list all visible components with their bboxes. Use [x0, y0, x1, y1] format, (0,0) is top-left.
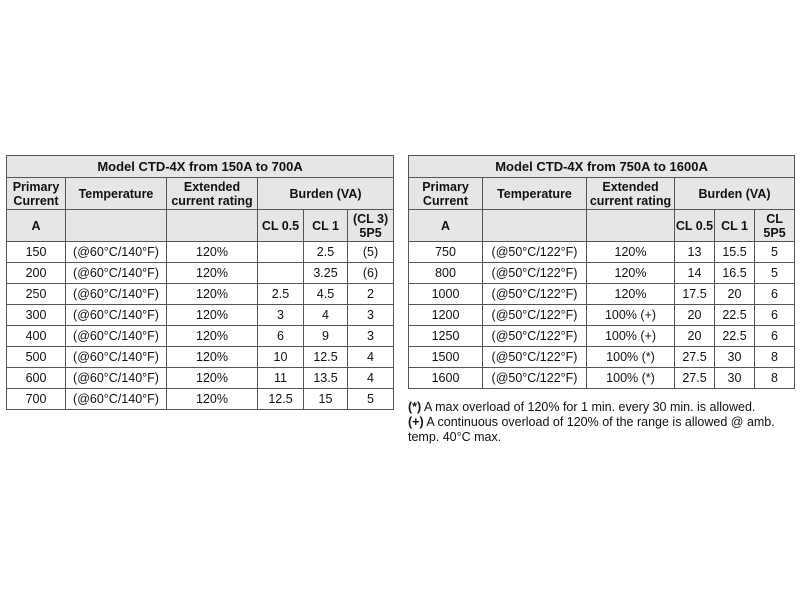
cl05-header: CL 0.5: [258, 210, 304, 242]
extended-rating-cell: 120%: [167, 263, 258, 284]
primary-current-cell: 1200: [409, 305, 483, 326]
cl1-cell: 12.5: [304, 347, 348, 368]
blank-header: [587, 210, 675, 242]
blank-header: [167, 210, 258, 242]
burden-header: Burden (VA): [258, 178, 394, 210]
temperature-cell: (@60°C/140°F): [66, 263, 167, 284]
primary-current-cell: 150: [7, 242, 66, 263]
cl1-cell: 30: [715, 347, 755, 368]
cl3-header: (CL 3) 5P5: [348, 210, 394, 242]
cl1-cell: 15: [304, 389, 348, 410]
footnote-mark: (+): [408, 415, 424, 429]
footnote: [408, 400, 798, 415]
extended-rating-cell: 120%: [167, 368, 258, 389]
primary-current-cell: 750: [409, 242, 483, 263]
primary-current-cell: 1500: [409, 347, 483, 368]
primary-current-cell: 800: [409, 263, 483, 284]
footnote-text: A continuous overload of 120% of the range is allowed @ amb. temp. 40°C max.: [408, 415, 775, 444]
table-row: [409, 305, 795, 326]
cl05-cell: 27.5: [675, 368, 715, 389]
temperature-header: Temperature: [483, 178, 587, 210]
cl05-cell: 11: [258, 368, 304, 389]
temperature-cell: (@60°C/140°F): [66, 242, 167, 263]
unit-header: A: [409, 210, 483, 242]
cl1-cell: 4: [304, 305, 348, 326]
temperature-cell: (@60°C/140°F): [66, 305, 167, 326]
cl3-cell: (5): [348, 242, 394, 263]
temperature-cell: (@60°C/140°F): [66, 368, 167, 389]
primary-current-cell: 1600: [409, 368, 483, 389]
primary-current-cell: 400: [7, 326, 66, 347]
cl5p5-header: CL 5P5: [755, 210, 795, 242]
cl05-cell: [258, 263, 304, 284]
primary-current-header: Primary Current: [409, 178, 483, 210]
cl3-cell: 8: [755, 347, 795, 368]
table-row: [409, 368, 795, 389]
extended-rating-cell: 100% (*): [587, 347, 675, 368]
cl3-cell: 6: [755, 284, 795, 305]
cl1-cell: 22.5: [715, 326, 755, 347]
cl3-cell: 8: [755, 368, 795, 389]
temperature-cell: (@60°C/140°F): [66, 284, 167, 305]
footnote-mark: (*): [408, 400, 422, 414]
table-title: Model CTD-4X from 150A to 700A: [7, 156, 394, 178]
cl05-cell: 3: [258, 305, 304, 326]
cl05-cell: 2.5: [258, 284, 304, 305]
extended-rating-cell: 100% (+): [587, 326, 675, 347]
cl1-cell: 15.5: [715, 242, 755, 263]
primary-current-cell: 700: [7, 389, 66, 410]
cl05-cell: 6: [258, 326, 304, 347]
cl1-cell: 20: [715, 284, 755, 305]
cl05-cell: [258, 242, 304, 263]
blank-header: [66, 210, 167, 242]
cl1-cell: 3.25: [304, 263, 348, 284]
temperature-cell: (@50°C/122°F): [483, 263, 587, 284]
table-row: [409, 284, 795, 305]
extended-rating-header: Extended current rating: [167, 178, 258, 210]
cl3-cell: 5: [348, 389, 394, 410]
primary-current-cell: 200: [7, 263, 66, 284]
cl1-cell: 16.5: [715, 263, 755, 284]
extended-rating-cell: 120%: [587, 263, 675, 284]
cl05-cell: 10: [258, 347, 304, 368]
temperature-cell: (@60°C/140°F): [66, 347, 167, 368]
cl05-header: CL 0.5: [675, 210, 715, 242]
primary-current-cell: 1000: [409, 284, 483, 305]
cl05-cell: 13: [675, 242, 715, 263]
blank-header: [483, 210, 587, 242]
extended-rating-cell: 100% (+): [587, 305, 675, 326]
cl1-cell: 4.5: [304, 284, 348, 305]
cl05-cell: 27.5: [675, 347, 715, 368]
table-row: [409, 347, 795, 368]
table-body: [7, 242, 394, 410]
table-body: [409, 242, 795, 389]
extended-rating-cell: 120%: [587, 284, 675, 305]
cl3-cell: 3: [348, 326, 394, 347]
cl1-cell: 2.5: [304, 242, 348, 263]
temperature-cell: (@60°C/140°F): [66, 389, 167, 410]
temperature-cell: (@50°C/122°F): [483, 305, 587, 326]
table-row: [7, 242, 394, 263]
temperature-cell: (@50°C/122°F): [483, 326, 587, 347]
model-table-150-700: [6, 155, 394, 410]
primary-current-cell: 300: [7, 305, 66, 326]
cl3-cell: 6: [755, 326, 795, 347]
burden-header: Burden (VA): [675, 178, 795, 210]
footnote: [408, 415, 798, 445]
cl05-cell: 17.5: [675, 284, 715, 305]
extended-rating-cell: 120%: [167, 347, 258, 368]
cl05-cell: 20: [675, 305, 715, 326]
footnote-text: A max overload of 120% for 1 min. every 30 min. is allowed.: [421, 400, 756, 414]
extended-rating-cell: 120%: [167, 242, 258, 263]
table-row: [7, 389, 394, 410]
cl3-cell: 5: [755, 242, 795, 263]
cl1-cell: 30: [715, 368, 755, 389]
temperature-cell: (@60°C/140°F): [66, 326, 167, 347]
unit-header: A: [7, 210, 66, 242]
cl05-cell: 20: [675, 326, 715, 347]
cl3-cell: 2: [348, 284, 394, 305]
primary-current-header: Primary Current: [7, 178, 66, 210]
temperature-header: Temperature: [66, 178, 167, 210]
extended-rating-cell: 120%: [587, 242, 675, 263]
table-row: [409, 242, 795, 263]
table-row: [409, 326, 795, 347]
cl3-cell: 4: [348, 347, 394, 368]
cl05-cell: 12.5: [258, 389, 304, 410]
cl05-cell: 14: [675, 263, 715, 284]
cl3-cell: 5: [755, 263, 795, 284]
temperature-cell: (@50°C/122°F): [483, 242, 587, 263]
footnotes: [408, 400, 798, 445]
cl1-header: CL 1: [304, 210, 348, 242]
primary-current-cell: 1250: [409, 326, 483, 347]
table-row: [7, 326, 394, 347]
cl1-header: CL 1: [715, 210, 755, 242]
extended-rating-header: Extended current rating: [587, 178, 675, 210]
cl1-cell: 13.5: [304, 368, 348, 389]
model-table-750-1600: [408, 155, 795, 389]
primary-current-cell: 500: [7, 347, 66, 368]
temperature-cell: (@50°C/122°F): [483, 368, 587, 389]
table-row: [409, 263, 795, 284]
cl3-cell: 6: [755, 305, 795, 326]
extended-rating-cell: 120%: [167, 389, 258, 410]
cl1-cell: 9: [304, 326, 348, 347]
extended-rating-cell: 100% (*): [587, 368, 675, 389]
cl3-cell: (6): [348, 263, 394, 284]
extended-rating-cell: 120%: [167, 284, 258, 305]
extended-rating-cell: 120%: [167, 305, 258, 326]
table-title: Model CTD-4X from 750A to 1600A: [409, 156, 795, 178]
table-row: [7, 347, 394, 368]
cl3-cell: 3: [348, 305, 394, 326]
cl1-cell: 22.5: [715, 305, 755, 326]
table-row: [7, 284, 394, 305]
table-row: [7, 263, 394, 284]
primary-current-cell: 250: [7, 284, 66, 305]
extended-rating-cell: 120%: [167, 326, 258, 347]
temperature-cell: (@50°C/122°F): [483, 284, 587, 305]
table-row: [7, 368, 394, 389]
primary-current-cell: 600: [7, 368, 66, 389]
table-row: [7, 305, 394, 326]
temperature-cell: (@50°C/122°F): [483, 347, 587, 368]
cl3-cell: 4: [348, 368, 394, 389]
